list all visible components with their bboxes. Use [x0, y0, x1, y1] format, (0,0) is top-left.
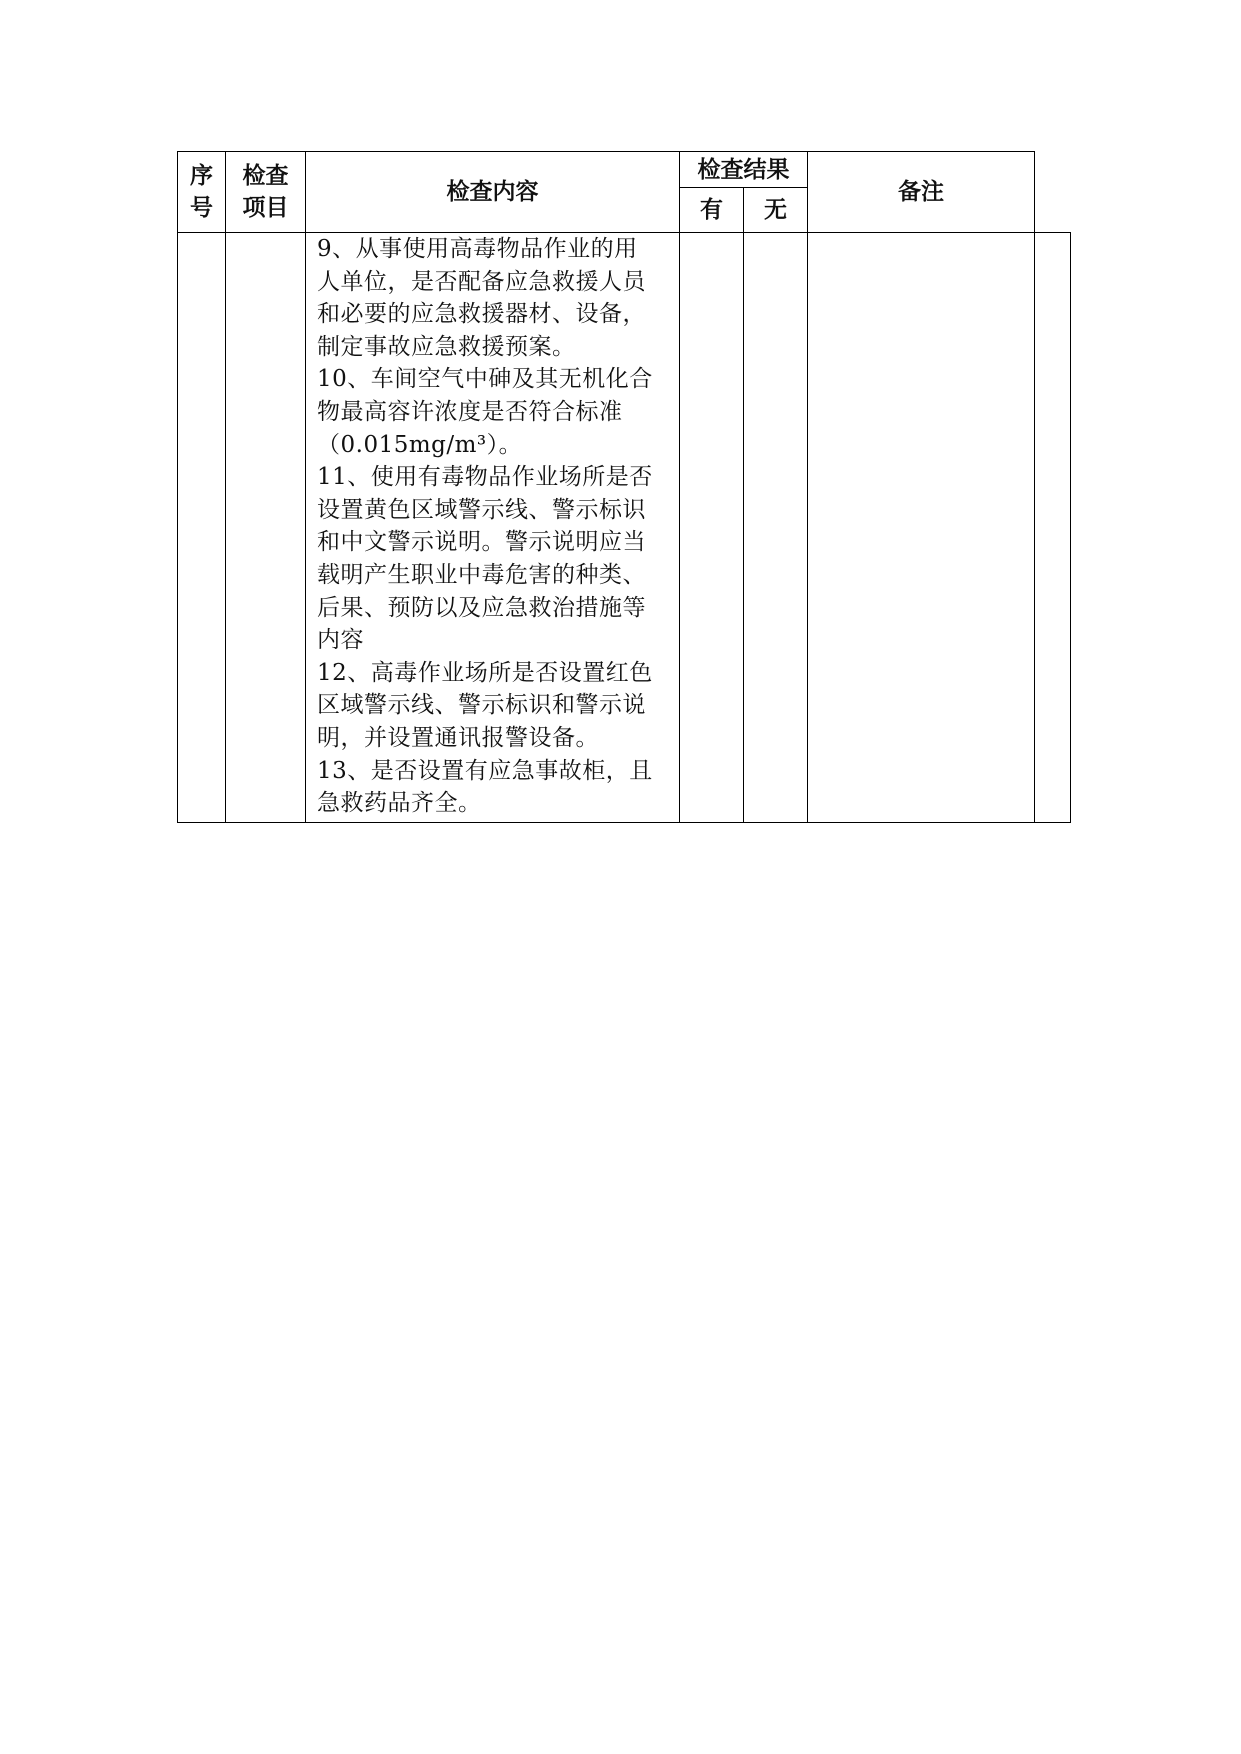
content-line: 11、使用有毒物品作业场所是否 — [317, 464, 653, 491]
content-line: 物最高容许浓度是否符合标准 — [317, 398, 623, 425]
content-line: （0.015mg/m³）。 — [317, 431, 523, 458]
header-item-line-1: 检查 — [242, 163, 289, 189]
header-result-label: 检查结果 — [697, 156, 790, 183]
seq-cell — [178, 233, 225, 822]
content-line: 内容 — [317, 627, 364, 654]
content-line: 载明产生职业中毒危害的种类、 — [317, 561, 646, 588]
content-line: 后果、预防以及应急救治措施等 — [317, 594, 646, 621]
content-line: 和必要的应急救援器材、设备， — [317, 301, 646, 328]
body-right-inner-border — [1034, 232, 1035, 823]
header-remark — [808, 152, 1034, 232]
has-cell — [680, 233, 743, 822]
header-has-label: 有 — [700, 197, 723, 223]
item-cell — [226, 233, 305, 822]
content-line: 9、从事使用高毒物品作业的用 — [317, 236, 638, 262]
header-content-label: 检查内容 — [446, 179, 539, 205]
table-bottom-border — [177, 822, 1071, 823]
header-right-border — [1034, 151, 1035, 233]
remark-cell — [808, 233, 1034, 822]
content-line: 制定事故应急救援预案。 — [317, 333, 576, 360]
content-line: 明，并设置通讯报警设备。 — [317, 724, 599, 751]
content-line: 人单位，是否配备应急救援人员 — [317, 268, 646, 295]
header-seq — [178, 152, 225, 232]
header-remark-label: 备注 — [898, 179, 944, 205]
header-seq-line-1: 序 — [190, 163, 213, 189]
content-line: 设置黄色区域警示线、警示标识 — [317, 496, 646, 523]
divider-item-content — [305, 151, 306, 823]
header-result — [680, 152, 807, 187]
body-right-outer-border — [1070, 232, 1071, 823]
header-content — [306, 152, 679, 232]
header-has — [680, 188, 743, 232]
header-none — [744, 188, 807, 232]
header-item — [226, 152, 305, 232]
none-cell — [744, 233, 807, 822]
header-none-label: 无 — [764, 197, 787, 223]
header-seq-line-2: 号 — [190, 195, 213, 221]
content-line: 12、高毒作业场所是否设置红色 — [317, 659, 653, 686]
content-cell — [317, 233, 675, 820]
content-line: 13、是否设置有应急事故柜，且 — [317, 757, 653, 784]
content-line: 10、车间空气中砷及其无机化合 — [317, 366, 653, 393]
content-line: 急救药品齐全。 — [317, 790, 482, 817]
header-item-line-2: 项目 — [242, 195, 289, 221]
content-line: 和中文警示说明。警示说明应当 — [317, 529, 646, 556]
content-line: 区域警示线、警示标识和警示说 — [317, 692, 646, 719]
